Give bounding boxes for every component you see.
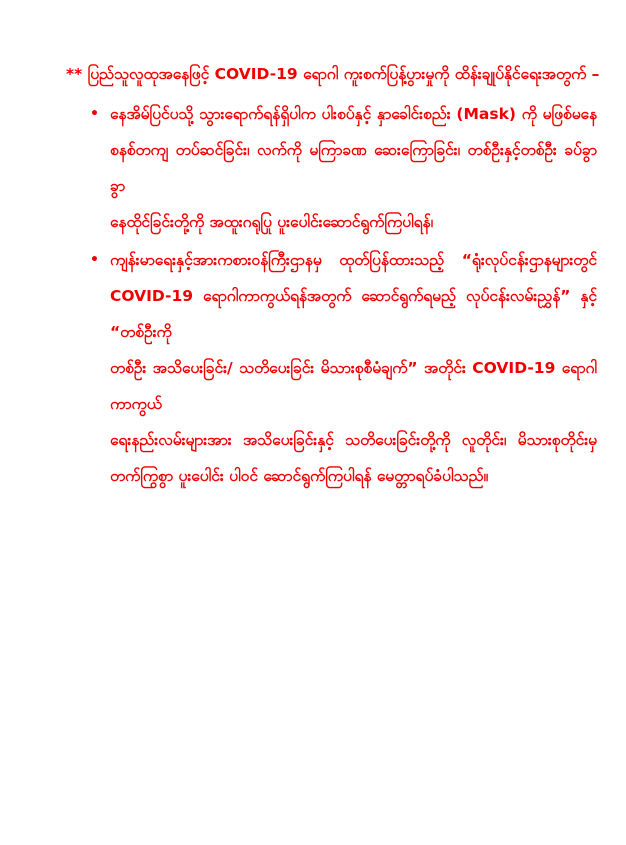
bullet-dot-icon: • — [90, 252, 99, 268]
text-line: နေအိမ်ပြင်ပသို့ သွားရောက်ရန်ရှိပါက ပါးစပ်နှင့် နှာခေါင်းစည်း (Mask) ကို မဖြစ်မနေ — [110, 105, 597, 123]
bullet-item-2 — [66, 242, 597, 494]
document-content — [66, 56, 600, 496]
bullet-1-text — [110, 96, 597, 240]
bullet-dot-icon: • — [90, 106, 99, 122]
bullet-item-1 — [66, 96, 597, 240]
text-line: COVID-19 ရောဂါကာကွယ်ရန်အတွက် ဆောင်ရွက်ရမည့် လုပ်ငန်းလမ်းညွှန်” နှင့် “တစ်ဦးကို — [110, 287, 597, 341]
document-heading: ** ပြည်သူလူထုအနေဖြင့် COVID-19 ရောဂါ ကူးစက်ပြန့်ပွားမှုကို ထိန်းချုပ်နိုင်ရေးအတွက် – — [66, 65, 600, 83]
text-line: တစ်ဦး အသိပေးခြင်း/ သတိပေးခြင်း မိသားစုစီမံချက်” အတိုင်း COVID-19 ရောဂါ ကာကွယ် — [110, 359, 597, 413]
text-line: စနစ်တကျ တပ်ဆင်ခြင်း၊ လက်ကို မကြာခဏ ဆေးကြောခြင်း၊ တစ်ဦးနှင့်တစ်ဦး ခပ်ခွာခွာ — [110, 141, 597, 195]
bullet-2-text — [110, 242, 597, 494]
text-line: နေထိုင်ခြင်းတို့ကို အထူးဂရုပြု ပူးပေါင်းဆောင်ရွက်ကြပါရန်၊ — [110, 213, 434, 231]
text-line: တက်ကြွစွာ ပူးပေါင်း ပါဝင် ဆောင်ရွက်ကြပါရန် မေတ္တာရပ်ခံပါသည်။ — [110, 467, 489, 485]
text-line: ရေးနည်းလမ်းများအား အသိပေးခြင်းနှင့် သတိပေးခြင်းတို့ကို လူတိုင်း၊ မိသားစုတိုင်းမှ — [110, 431, 597, 449]
text-line: ကျန်းမာရေးနှင့်အားကစားဝန်ကြီးဌာနမှ ထုတ်ပြန်ထားသည့် “ရုံးလုပ်ငန်းဌာနများတွင် — [110, 251, 597, 269]
